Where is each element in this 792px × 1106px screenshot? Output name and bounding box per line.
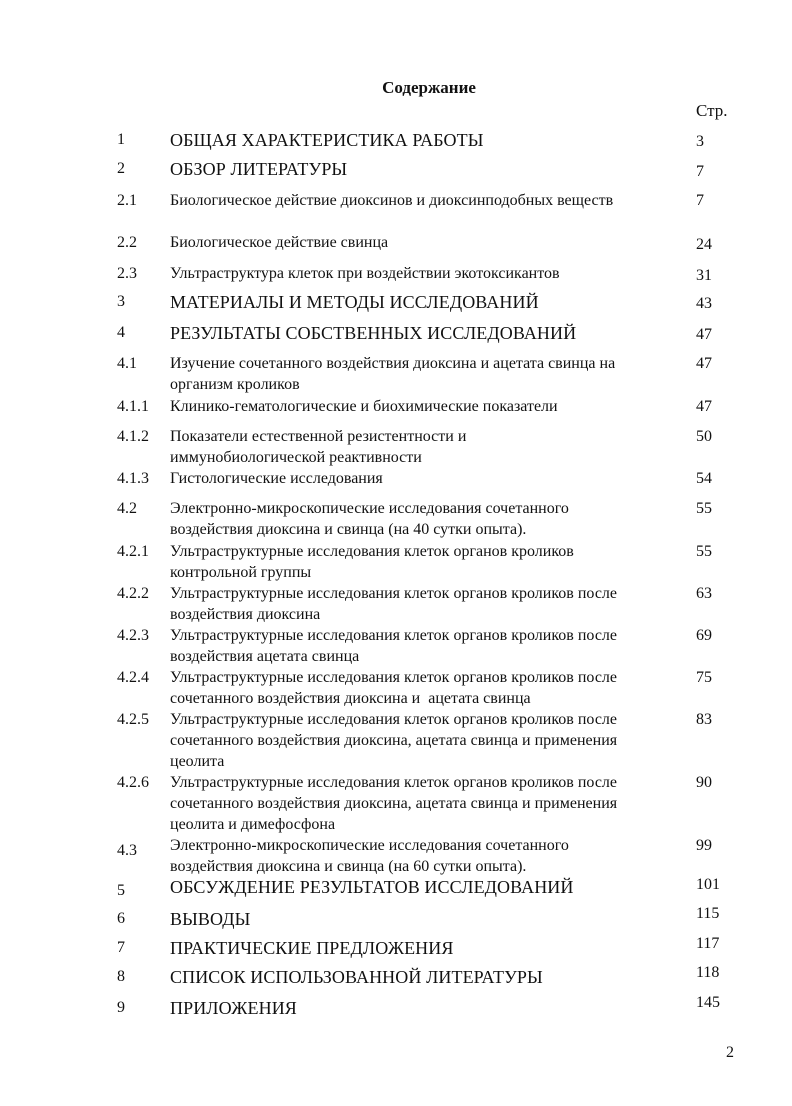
toc-entry-page: 69 [696, 627, 712, 644]
toc-entry-title: ОБСУЖДЕНИЕ РЕЗУЛЬТАТОВ ИССЛЕДОВАНИЙ [170, 877, 574, 897]
toc-entry-number: 4.1 [117, 355, 137, 372]
toc-entry-page: 83 [696, 711, 712, 728]
toc-entry-page: 3 [696, 133, 704, 150]
toc-entry-page: 47 [696, 326, 712, 343]
page-title: Содержание [382, 78, 476, 97]
toc-entry-number: 4.3 [117, 842, 137, 859]
toc-entry-number: 9 [117, 999, 125, 1016]
toc-entry-title: СПИСОК ИСПОЛЬЗОВАННОЙ ЛИТЕРАТУРЫ [170, 967, 543, 987]
toc-entry-title: ОБЗОР ЛИТЕРАТУРЫ [170, 159, 348, 179]
toc-entry-number: 8 [117, 968, 125, 985]
toc-entry-page: 115 [696, 905, 720, 922]
toc-entry-page: 118 [696, 964, 720, 981]
toc-entry-page: 145 [696, 994, 720, 1011]
page-number: 2 [726, 1044, 734, 1061]
toc-entry-number: 2 [117, 160, 125, 177]
toc-entry-number: 4.1.2 [117, 428, 149, 445]
toc-entry-page: 50 [696, 428, 712, 445]
toc-entry-number: 2.2 [117, 234, 137, 251]
toc-entry-title: Ультраструктурные исследования клеток органов кроликов после сочетанного воздействия диоксина, ацетата свинца и применения цеолита [170, 711, 618, 770]
toc-entry-page: 31 [696, 267, 712, 284]
toc-entry-number: 4.2.2 [117, 585, 149, 602]
toc-entry-title: Показатели естественной резистентности и иммунобиологической реактивности [170, 428, 467, 466]
toc-entry-page: 55 [696, 543, 712, 560]
toc-entry-number: 2.1 [117, 192, 137, 209]
toc-entry-title: Клинико-гематологические и биохимические показатели [170, 398, 558, 415]
toc-entry-number: 4.2.1 [117, 543, 149, 560]
toc-entry-title: Ультраструктурные исследования клеток органов кроликов после сочетанного воздействия диоксина и ацетата свинца [170, 669, 621, 707]
toc-entry-number: 4 [117, 324, 125, 341]
toc-entry-number: 4.1.3 [117, 470, 149, 487]
toc-entry-title: Ультраструктура клеток при воздействии экотоксикантов [170, 265, 560, 282]
toc-entry-page: 99 [696, 837, 712, 854]
toc-entry-title: Ультраструктурные исследования клеток органов кроликов контрольной группы [170, 543, 574, 581]
toc-entry-title: Электронно-микроскопические исследования сочетанного воздействия диоксина и свинца (на 40 сутки опыта). [170, 500, 569, 538]
toc-entry-number: 6 [117, 910, 125, 927]
toc-entry-number: 3 [117, 293, 125, 310]
toc-entry-page: 47 [696, 398, 712, 415]
toc-entry-number: 4.2.5 [117, 711, 149, 728]
toc-entry-title: ПРАКТИЧЕСКИЕ ПРЕДЛОЖЕНИЯ [170, 938, 454, 958]
toc-entry-title: ПРИЛОЖЕНИЯ [170, 998, 297, 1018]
toc-entry-page: 63 [696, 585, 712, 602]
toc-entry-page: 7 [696, 192, 704, 209]
toc-entry-page: 90 [696, 774, 712, 791]
toc-entry-title: Биологическое действие диоксинов и диоксинподобных веществ [170, 192, 614, 209]
toc-entry-number: 7 [117, 939, 125, 956]
toc-entry-page: 43 [696, 295, 712, 312]
toc-entry-page: 7 [696, 163, 704, 180]
toc-entry-title: ВЫВОДЫ [170, 909, 251, 929]
toc-entry-number: 5 [117, 882, 125, 899]
page-column-header: Стр. [696, 101, 728, 120]
toc-entry-number: 4.2 [117, 500, 137, 517]
toc-entry-title: МАТЕРИАЛЫ И МЕТОДЫ ИССЛЕДОВАНИЙ [170, 292, 539, 312]
toc-entry-page: 47 [696, 355, 712, 372]
toc-entry-title: Электронно-микроскопические исследования сочетанного воздействия диоксина и свинца (на 60 сутки опыта). [170, 837, 569, 875]
toc-entry-page: 101 [696, 876, 720, 893]
toc-entry-page: 54 [696, 470, 712, 487]
toc-entry-number: 4.2.4 [117, 669, 149, 686]
toc-entry-title: Биологическое действие свинца [170, 234, 389, 251]
toc-entry-title: Изучение сочетанного воздействия диоксина и ацетата свинца на организм кроликов [170, 355, 616, 393]
toc-entry-title: Ультраструктурные исследования клеток органов кроликов после сочетанного воздействия диоксина, ацетата свинца и применения цеолита и димефосфона [170, 774, 618, 833]
toc-entry-number: 1 [117, 131, 125, 148]
toc-entry-number: 4.1.1 [117, 398, 149, 415]
toc-entry-title: Ультраструктурные исследования клеток органов кроликов после воздействия ацетата свинца [170, 627, 617, 665]
toc-entry-title: ОБЩАЯ ХАРАКТЕРИСТИКА РАБОТЫ [170, 130, 484, 150]
toc-entry-page: 24 [696, 236, 712, 253]
toc-entry-number: 4.2.3 [117, 627, 149, 644]
toc-entry-title: РЕЗУЛЬТАТЫ СОБСТВЕННЫХ ИССЛЕДОВАНИЙ [170, 323, 577, 343]
toc-entry-number: 2.3 [117, 265, 137, 282]
toc-entry-title: Ультраструктурные исследования клеток органов кроликов после воздействия диоксина [170, 585, 617, 623]
toc-entry-page: 75 [696, 669, 712, 686]
toc-entry-title: Гистологические исследования [170, 470, 383, 487]
toc-entry-number: 4.2.6 [117, 774, 149, 791]
toc-entry-page: 55 [696, 500, 712, 517]
toc-entry-page: 117 [696, 935, 720, 952]
